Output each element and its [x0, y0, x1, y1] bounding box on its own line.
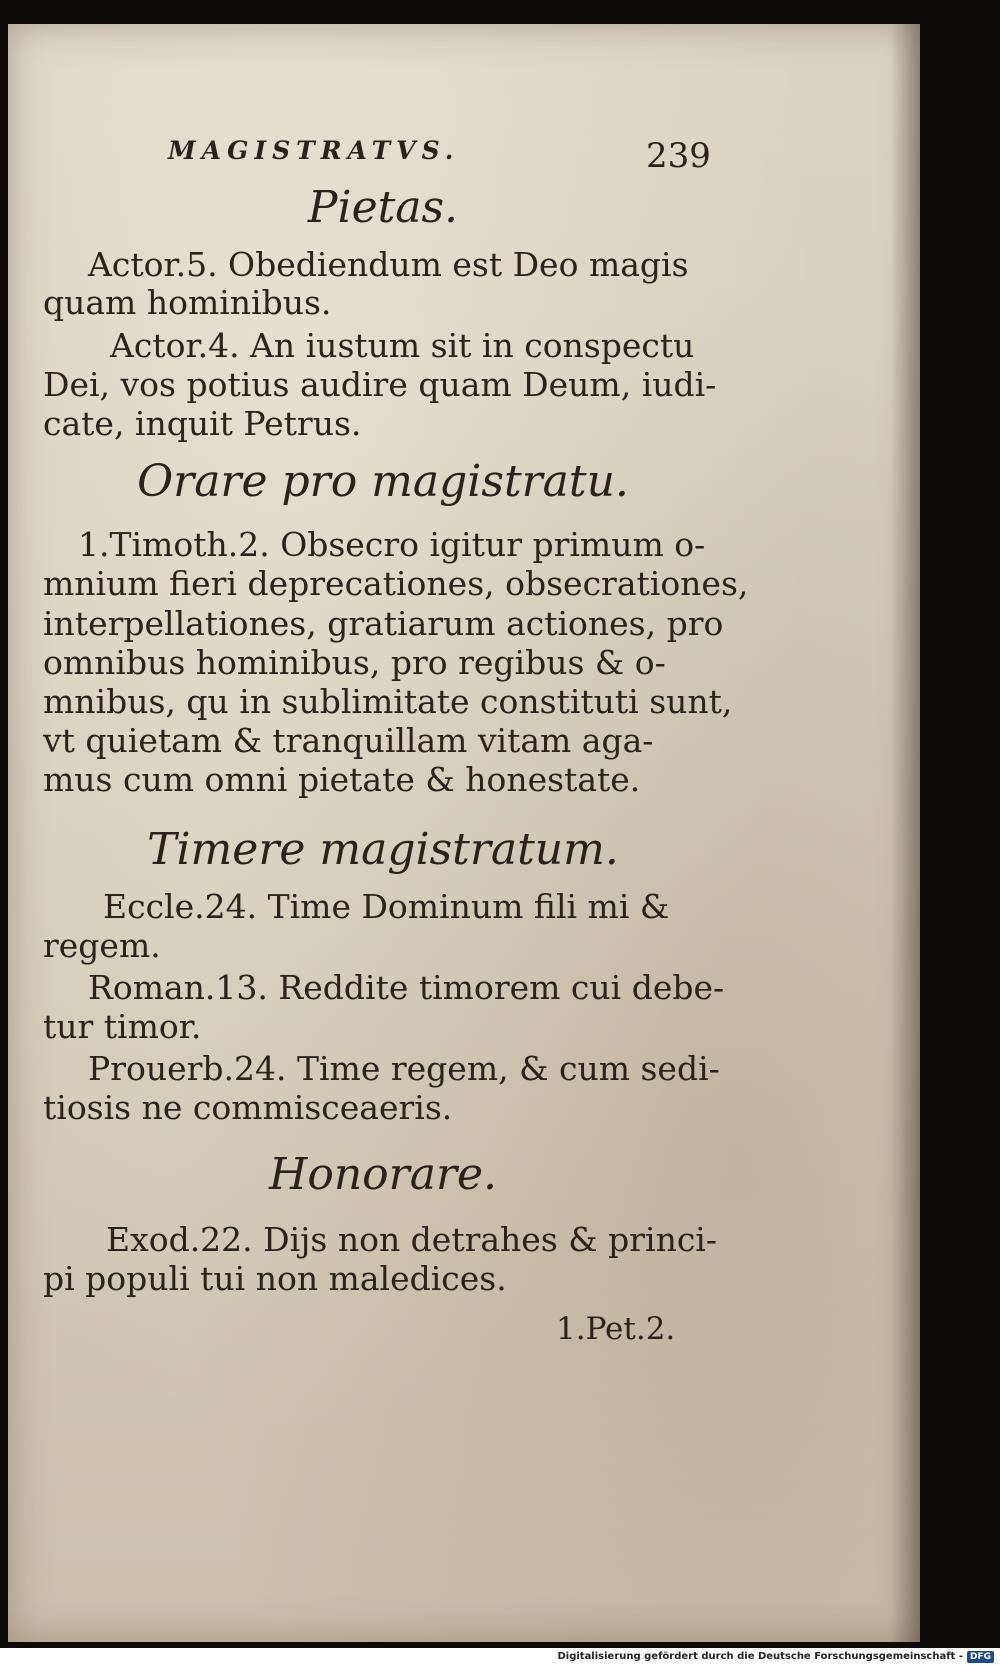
dfg-logo: DFG	[967, 1651, 994, 1663]
book-page	[8, 24, 920, 1642]
text-line: tur timor.	[43, 1007, 202, 1046]
text-line: quam hominibus.	[43, 283, 332, 322]
text-line: mnibus, qu in sublimitate constituti sunt,	[43, 682, 733, 721]
section-heading-honorare: Honorare.	[268, 1149, 497, 1200]
text-line: Eccle.24. Time Dominum fili mi &	[103, 887, 670, 926]
text-line: cate, inquit Petrus.	[43, 404, 362, 443]
text-line: Prouerb.24. Time regem, & cum sedi-	[88, 1049, 720, 1088]
running-head: MAGISTRATVS.	[168, 136, 460, 165]
page-number: 239	[646, 136, 711, 176]
text-line: tiosis ne commisceaeris.	[43, 1088, 453, 1127]
text-line: Roman.13. Reddite timorem cui debe-	[88, 968, 725, 1007]
catchword: 1.Pet.2.	[556, 1311, 676, 1347]
text-line: Dei, vos potius audire quam Deum, iudi-	[43, 365, 717, 404]
section-heading-orare: Orare pro magistratu.	[137, 456, 629, 507]
section-heading-timere: Timere magistratum.	[147, 824, 619, 875]
text-line: omnibus hominibus, pro regibus & o-	[43, 643, 666, 682]
text-line: interpellationes, gratiarum actiones, pro	[43, 604, 724, 643]
text-line: mus cum omni pietate & honestate.	[43, 760, 641, 799]
text-line: mnium fieri deprecationes, obsecrationes,	[43, 564, 749, 603]
text-line: Actor.4. An iustum sit in conspectu	[110, 326, 695, 365]
funding-credit: Digitalisierung gefördert durch die Deutsche Forschungsgemeinschaft -	[557, 1651, 963, 1662]
text-line: 1.Timoth.2. Obsecro igitur primum o-	[78, 525, 706, 564]
text-line: vt quietam & tranquillam vitam aga-	[43, 721, 654, 760]
digitization-footer	[0, 1648, 1000, 1665]
text-line: Exod.22. Dijs non detrahes & princi-	[106, 1220, 718, 1259]
text-line: regem.	[43, 926, 161, 965]
text-line: pi populi tui non maledices.	[43, 1259, 507, 1298]
section-heading-pietas: Pietas.	[307, 182, 459, 233]
text-line: Actor.5. Obediendum est Deo magis	[88, 245, 689, 284]
